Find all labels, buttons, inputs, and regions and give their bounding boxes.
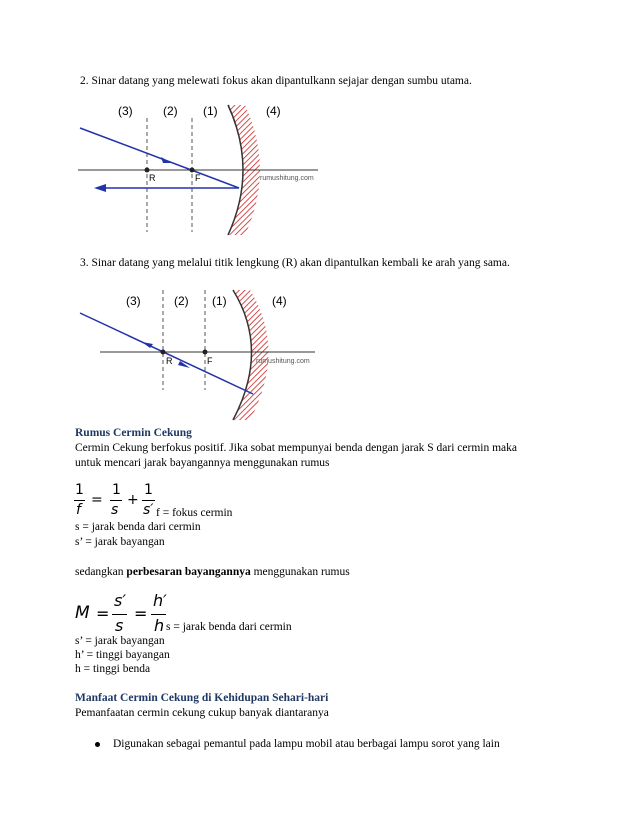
formula1-num-s: 1 (112, 482, 121, 498)
label-3: (3) (126, 294, 141, 308)
rumus-line-1: Cermin Cekung berfokus positif. Jika sobat mempunyai benda dengan jarak S dari cermin maka (75, 442, 517, 454)
label-4: (4) (266, 104, 281, 118)
manfaat-intro: Pemanfaatan cermin cekung cukup banyak diantaranya (75, 707, 329, 719)
point-f-1 (190, 168, 195, 173)
reflected-arrow-1 (94, 184, 106, 192)
item-3-text: 3. Sinar datang yang melalui titik lengkung (R) akan dipantulkan kembali ke arah yang sama. (80, 257, 510, 269)
formula1-den-sp: s′ (143, 502, 154, 518)
formula2-num-hp: h′ (153, 591, 167, 610)
list-item: Digunakan sebagai pemantul pada lampu mobil atau berbagai lampu sorot yang lain (113, 738, 500, 750)
label-1: (1) (203, 104, 218, 118)
formula2-den-s: s (115, 616, 124, 635)
formula1-bar-f (74, 500, 85, 501)
point-f-label: F (207, 356, 213, 366)
diagram-2 (0, 280, 638, 425)
formula1-plus: + (127, 492, 139, 508)
formula2-den-h: h (154, 616, 165, 635)
formula2-m: M (75, 603, 90, 623)
diagram-2-svg (0, 280, 638, 425)
formula1-den-f: f (76, 502, 81, 518)
bullet-icon (95, 742, 100, 747)
formula2-eq1: = (96, 604, 110, 623)
perbesaran-prefix: sedangkan (75, 566, 127, 578)
point-r-label: R (166, 356, 173, 366)
point-f-label: F (195, 173, 201, 183)
label-4: (4) (272, 294, 287, 308)
perbesaran-suffix: menggunakan rumus (250, 566, 350, 578)
formula1-num-sp: 1 (144, 482, 153, 498)
item-2-text: 2. Sinar datang yang melewati fokus akan dipantulkann sejajar dengan sumbu utama. (80, 75, 472, 87)
label-2: (2) (174, 294, 189, 308)
label-1: (1) (212, 294, 227, 308)
formula2-num-sp: s′ (114, 591, 126, 610)
s-note: s = jarak benda dari cermin (75, 521, 201, 533)
watermark: rumushitung.com (256, 358, 310, 365)
formula1-bar-sp (142, 500, 155, 501)
f-note: f = fokus cermin (156, 507, 233, 519)
h-prime-note: h’ = tinggi bayangan (75, 649, 170, 661)
incident-ray-1 (80, 128, 239, 188)
formula2-bar-2 (151, 614, 166, 615)
point-r-2 (161, 350, 166, 355)
label-2: (2) (163, 104, 178, 118)
point-r-label: R (149, 173, 156, 183)
diagram-1 (0, 0, 638, 240)
label-3: (3) (118, 104, 133, 118)
formula1-num-f: 1 (75, 482, 84, 498)
perbesaran-line (75, 565, 350, 579)
formula2-eq2: = (134, 604, 148, 623)
s-prime-note-2: s’ = jarak bayangan (75, 635, 165, 647)
formula1-bar-s (110, 500, 122, 501)
s-note-2: s = jarak benda dari cermin (166, 621, 292, 633)
diagram-1-svg (0, 0, 638, 240)
formula1-eq: = (91, 492, 103, 508)
rumus-heading: Rumus Cermin Cekung (75, 427, 192, 439)
rumus-line-2: untuk mencari jarak bayangannya menggunakan rumus (75, 457, 330, 469)
s-prime-note: s’ = jarak bayangan (75, 536, 165, 548)
perbesaran-bold: perbesaran bayangannya (126, 566, 251, 578)
formula1-den-s: s (111, 502, 119, 518)
watermark: rumushitung.com (260, 175, 314, 182)
incident-arrow-1 (161, 157, 172, 163)
h-note: h = tinggi benda (75, 663, 151, 675)
formula2-bar-1 (112, 614, 127, 615)
manfaat-heading: Manfaat Cermin Cekung di Kehidupan Sehari-hari (75, 692, 329, 704)
